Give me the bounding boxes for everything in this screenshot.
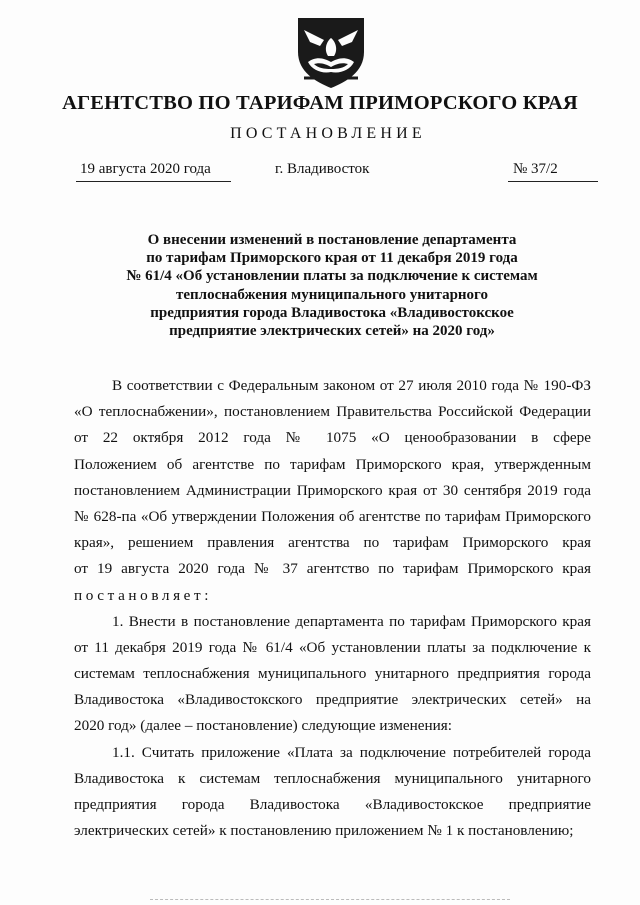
body-line: края», решением правления агентства по тарифам Приморского края [74, 534, 591, 552]
date-underline [76, 181, 231, 182]
number-underline [508, 181, 598, 182]
body-line: от 22 октября 2012 года № 1075 «О ценообразовании в сфере [74, 429, 591, 447]
body-line: от 11 декабря 2019 года № 61/4 «Об установлении платы за подключение к [74, 638, 591, 656]
agency-name: АГЕНТСТВО ПО ТАРИФАМ ПРИМОРСКОГО КРАЯ [62, 92, 578, 114]
body-line: 1. Внести в постановление департамента по тарифам Приморского края [112, 612, 591, 630]
document-type: ПОСТАНОВЛЕНИЕ [230, 125, 426, 142]
title-line: предприятия города Владивостока «Владивостокское [150, 304, 514, 321]
title-line: предприятие электрических сетей» на 2020 год» [169, 323, 495, 340]
title-line: теплоснабжения муниципального унитарного [176, 286, 488, 303]
body-line: «О теплоснабжении», постановлением Правительства Российской Федерации [74, 403, 591, 421]
body-line: Владивостока «Владивостокского предприятие электрических сетей» на [74, 691, 591, 709]
page-bottom-divider [150, 899, 510, 901]
document-city: г. Владивосток [275, 161, 370, 177]
body-line: Владивостока к системам теплоснабжения муниципального унитарного [74, 769, 591, 787]
body-line: № 628-па «Об утверждении Положения об агентстве по тарифам Приморского [74, 507, 591, 525]
document-title [92, 231, 572, 340]
body-line: постановляет: [74, 586, 213, 604]
body-line: 1.1. Считать приложение «Плата за подключение потребителей города [112, 743, 591, 761]
document-number: № 37/2 [513, 161, 558, 177]
body-line: электрических сетей» к постановлению приложением № 1 к постановлению; [74, 822, 574, 840]
body-line: от 19 августа 2020 года № 37 агентство по тарифам Приморского края [74, 560, 591, 578]
body-line: 2020 год» (далее – постановление) следующие изменения: [74, 717, 452, 735]
body-line: предприятия города Владивостока «Владивостокское предприятие [74, 796, 591, 813]
body-line: Положением об агентстве по тарифам Приморского края, утвержденным [74, 455, 591, 473]
body-line: В соответствии с Федеральным законом от 27 июля 2010 года № 190-ФЗ [112, 377, 591, 394]
body-text [74, 373, 591, 844]
body-line: постановлением Администрации Приморского края от 30 сентября 2019 года [74, 481, 591, 499]
title-line: О внесении изменений в постановление департамента [147, 232, 517, 248]
document-date: 19 августа 2020 года [80, 161, 211, 177]
coat-of-arms-icon [290, 12, 372, 90]
body-line: системам теплоснабжения муниципального унитарного предприятия города [74, 665, 591, 683]
title-line: по тарифам Приморского края от 11 декабря 2019 года [146, 250, 518, 267]
title-line: № 61/4 «Об установлении платы за подключение к системам [126, 268, 538, 285]
